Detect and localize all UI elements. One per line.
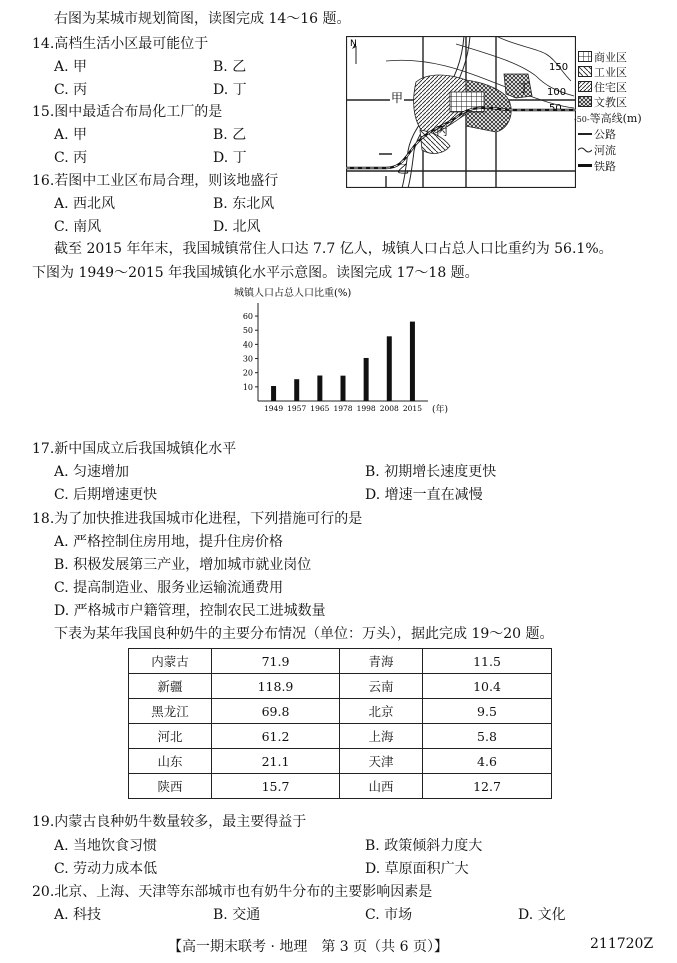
table-row: 新疆 118.9 云南 10.4 — [129, 674, 552, 699]
y-tick-label: 60 — [242, 312, 253, 322]
table-row: 河北 61.2 上海 5.8 — [129, 724, 552, 749]
legend-culture: 文教区 — [578, 96, 627, 109]
q14-option-c[interactable]: C. 丙 — [54, 82, 88, 98]
question-14: 14.高档生活小区最可能位于 — [32, 36, 209, 52]
x-axis-label: (年) — [432, 405, 449, 415]
city-planning-map — [346, 36, 576, 188]
x-tick-label: 1949 — [264, 404, 284, 413]
page-footer: 【高一期末联考 · 地理 第 3 页（共 6 页）】 — [168, 939, 448, 955]
question-16: 16.若图中工业区布局合理，则该地盛行 — [32, 173, 279, 189]
map-intro: 右图为某城市规划简图，读图完成 14～16 题。 — [54, 11, 351, 27]
q16-option-b[interactable]: B. 东北风 — [213, 196, 275, 212]
q19-option-b[interactable]: B. 政策倾斜力度大 — [365, 838, 483, 854]
q16-option-d[interactable]: D. 北风 — [213, 219, 261, 235]
place-yi: 乙 — [397, 162, 410, 176]
legend-industrial: 工业区 — [578, 66, 627, 79]
contour-label-150: 150 — [549, 62, 569, 73]
q17-option-c[interactable]: C. 后期增速更快 — [54, 487, 158, 503]
q18-option-d[interactable]: D. 严格城市户籍管理，控制农民工进城数量 — [54, 603, 326, 619]
q15-option-b[interactable]: B. 乙 — [213, 127, 247, 143]
question-18: 18.为了加快推进我国城市化进程，下列措施可行的是 — [32, 511, 363, 527]
x-tick-label: 2015 — [402, 404, 422, 413]
question-20: 20.北京、上海、天津等东部城市也有奶牛分布的主要影响因素是 — [32, 884, 433, 900]
railway-line-icon — [578, 164, 592, 167]
q18-option-a[interactable]: A. 严格控制住房用地，提升住房价格 — [54, 534, 284, 550]
bar-1978 — [341, 376, 346, 401]
y-tick-label: 40 — [242, 340, 253, 350]
q18-option-c[interactable]: C. 提高制造业、服务业运输流通费用 — [54, 580, 284, 596]
bar-2015 — [410, 322, 415, 401]
q16-option-c[interactable]: C. 南风 — [54, 219, 102, 235]
x-tick-label: 2008 — [379, 404, 399, 413]
q14-option-a[interactable]: A. 甲 — [54, 59, 88, 75]
bar-2008 — [387, 336, 392, 401]
legend-residential: 住宅区 — [578, 81, 627, 94]
y-tick-label: 10 — [242, 382, 253, 392]
q14-option-b[interactable]: B. 乙 — [213, 59, 247, 75]
q15-option-c[interactable]: C. 丙 — [54, 150, 88, 166]
bar-1949 — [271, 386, 276, 401]
q17-option-b[interactable]: B. 初期增长速度更快 — [365, 464, 497, 480]
contour-label-100: 100 — [547, 87, 567, 98]
cow-distribution-table — [128, 648, 552, 799]
x-tick-label: 1965 — [310, 404, 330, 413]
y-tick-label: 50 — [242, 326, 253, 336]
q16-option-a[interactable]: A. 西北风 — [54, 196, 116, 212]
urbanization-bar-chart — [230, 283, 455, 433]
culture-swatch-icon — [578, 96, 592, 107]
legend-contour: -50-等高线(m) — [574, 112, 642, 125]
table-row: 黑龙江 69.8 北京 9.5 — [129, 699, 552, 724]
q20-option-c[interactable]: C. 市场 — [365, 907, 413, 923]
residential-swatch-icon — [578, 81, 592, 92]
q20-option-d[interactable]: D. 文化 — [518, 907, 566, 923]
highway-line-icon — [578, 133, 592, 135]
q19-option-a[interactable]: A. 当地饮食习惯 — [54, 838, 158, 854]
q18-option-b[interactable]: B. 积极发展第三产业，增加城市就业岗位 — [54, 557, 312, 573]
table-row: 内蒙古 71.9 青海 11.5 — [129, 649, 552, 674]
passage-line-2: 下图为 1949～2015 年我国城镇化水平示意图。读图完成 17～18 题。 — [32, 265, 479, 281]
q20-option-a[interactable]: A. 科技 — [54, 907, 102, 923]
exam-code: 211720Z — [590, 936, 654, 952]
question-15: 15.图中最适合布局化工厂的是 — [32, 104, 223, 120]
chart-bars — [271, 322, 415, 401]
contour-label-50: 50 — [549, 103, 562, 114]
question-17: 17.新中国成立后我国城镇化水平 — [32, 441, 237, 457]
legend-railway: 铁路 — [578, 160, 616, 173]
place-bing: 丙 — [436, 124, 449, 138]
q17-option-d[interactable]: D. 增速一直在减慢 — [365, 487, 483, 503]
bar-1998 — [364, 358, 369, 401]
q15-option-d[interactable]: D. 丁 — [213, 150, 247, 166]
north-label: N — [350, 39, 357, 49]
q17-option-a[interactable]: A. 匀速增加 — [54, 464, 130, 480]
place-ding: 丁 — [518, 81, 531, 95]
x-tick-label: 1957 — [287, 404, 307, 413]
bar-1957 — [294, 379, 299, 401]
passage-line-1: 截至 2015 年年末，我国城镇常住人口达 7.7 亿人，城镇人口占总人口比重约为 56.1%。 — [54, 241, 613, 257]
place-jia: 甲 — [391, 91, 404, 105]
q19-option-d[interactable]: D. 草原面积广大 — [365, 861, 469, 877]
commercial-swatch-icon — [578, 51, 592, 62]
legend-commercial: 商业区 — [578, 51, 627, 64]
q14-option-d[interactable]: D. 丁 — [213, 82, 247, 98]
q20-option-b[interactable]: B. 交通 — [213, 907, 261, 923]
question-19: 19.内蒙古良种奶牛数量较多，最主要得益于 — [32, 814, 307, 830]
bar-1965 — [317, 376, 322, 401]
x-tick-label: 1998 — [356, 404, 376, 413]
river-line-icon — [578, 145, 592, 154]
y-tick-label: 20 — [242, 368, 253, 378]
x-tick-label: 1978 — [333, 404, 353, 413]
chart-title: 城镇人口占总人口比重(%) — [234, 288, 352, 299]
q19-option-c[interactable]: C. 劳动力成本低 — [54, 861, 158, 877]
y-tick-label: 30 — [242, 354, 253, 364]
table-row: 陕西 15.7 山西 12.7 — [129, 774, 552, 799]
q15-option-a[interactable]: A. 甲 — [54, 127, 88, 143]
table-row: 山东 21.1 天津 4.6 — [129, 749, 552, 774]
industrial-swatch-icon — [578, 66, 592, 77]
table-intro: 下表为某年我国良种奶牛的主要分布情况（单位：万头），据此完成 19～20 题。 — [54, 626, 554, 642]
legend-river: 河流 — [578, 144, 616, 157]
legend-highway: 公路 — [578, 128, 616, 141]
